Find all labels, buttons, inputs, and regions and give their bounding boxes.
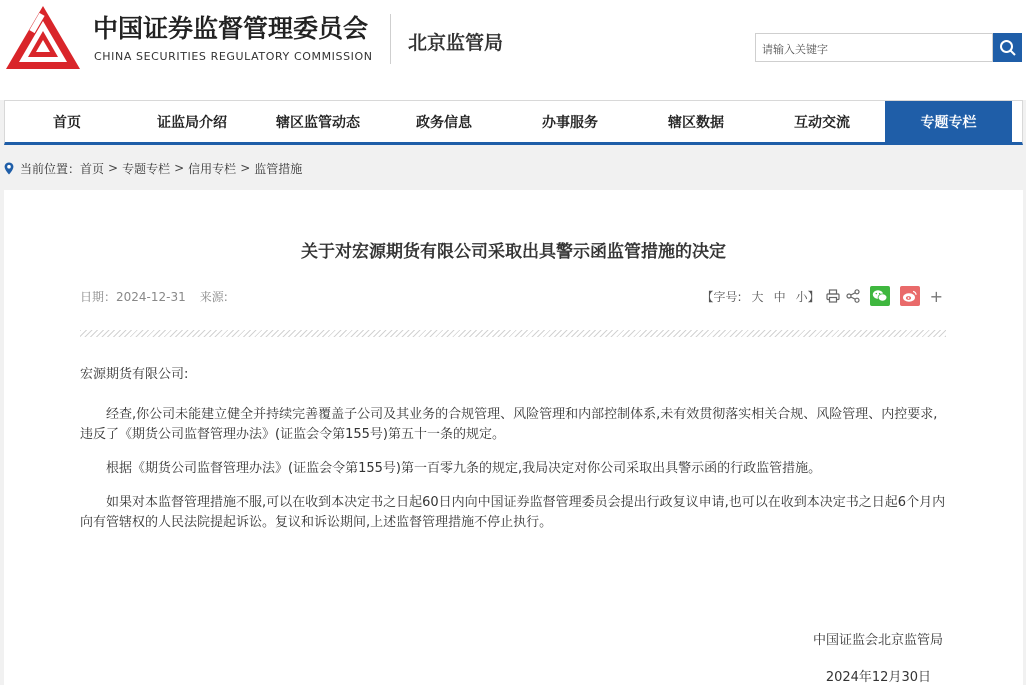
wechat-share-button[interactable] bbox=[870, 286, 890, 306]
nav-item-supervision-news[interactable]: 辖区监管动态 bbox=[276, 114, 360, 131]
breadcrumb-link-home[interactable]: 首页 bbox=[80, 161, 105, 176]
nav-item-data[interactable]: 辖区数据 bbox=[668, 114, 724, 131]
source-label: 来源: bbox=[199, 290, 228, 304]
search-icon bbox=[999, 39, 1017, 57]
site-name-en: CHINA SECURITIES REGULATORY COMMISSION bbox=[94, 50, 373, 63]
weibo-share-button[interactable] bbox=[900, 286, 920, 306]
font-size-medium[interactable]: 中 bbox=[773, 289, 786, 304]
article-panel bbox=[4, 190, 1023, 685]
share-icon[interactable] bbox=[846, 289, 860, 303]
article-signature-date: 2024年12月30日 bbox=[825, 670, 931, 685]
meta-divider bbox=[80, 330, 946, 337]
nav-item-special-topics[interactable]: 专题专栏 bbox=[885, 101, 1012, 142]
breadcrumb bbox=[4, 158, 302, 178]
font-size-small[interactable]: 小】 bbox=[795, 289, 820, 304]
csrc-logo-icon[interactable] bbox=[4, 3, 82, 73]
article-body bbox=[80, 365, 950, 547]
breadcrumb-link-measures[interactable]: 监管措施 bbox=[254, 161, 303, 176]
article-title: 关于对宏源期货有限公司采取出具警示函监管措施的决定 bbox=[301, 242, 726, 262]
breadcrumb-link-credit[interactable]: 信用专栏 bbox=[188, 161, 237, 176]
site-header bbox=[0, 0, 1026, 100]
bureau-name[interactable]: 北京监管局 bbox=[408, 32, 504, 54]
search-input[interactable]: 请输入关键字 bbox=[755, 33, 993, 62]
article-salutation: 宏源期货有限公司: bbox=[80, 367, 189, 382]
more-share-button[interactable]: + bbox=[929, 286, 943, 306]
nav-item-gov-info[interactable]: 政务信息 bbox=[416, 114, 472, 131]
header-divider bbox=[390, 14, 391, 64]
article-tools bbox=[702, 286, 944, 306]
search-button[interactable] bbox=[993, 33, 1022, 62]
weibo-icon bbox=[902, 289, 918, 303]
wechat-icon bbox=[872, 289, 888, 303]
article-paragraph: 根据《期货公司监督管理办法》(证监会令第155号)第一百零九条的规定,我局决定对你公司采取出具警示函的行政监管措施。 bbox=[106, 461, 822, 476]
nav-item-interaction[interactable]: 互动交流 bbox=[794, 114, 850, 131]
nav-item-about[interactable]: 证监局介绍 bbox=[157, 114, 227, 131]
site-name-cn[interactable]: 中国证券监督管理委员会 bbox=[93, 14, 369, 43]
print-icon[interactable] bbox=[826, 289, 840, 303]
breadcrumb-link-special-topics[interactable]: 专题专栏 bbox=[122, 161, 171, 176]
breadcrumb-prefix: 当前位置： bbox=[20, 161, 81, 176]
breadcrumb-separator: > bbox=[240, 161, 251, 175]
location-pin-icon bbox=[4, 162, 14, 175]
article-paragraph: 如果对本监督管理措施不服,可以在收到本决定书之日起60日内向中国证券监督管理委员会提出行政复议申请,也可以在收到本决定书之日起6个月内向有管辖权的人民法院提起诉讼。复议和诉讼期间,上述监督管理措施不停止执行。 bbox=[80, 495, 946, 530]
article-meta bbox=[80, 288, 228, 305]
main-nav bbox=[4, 100, 1023, 145]
article-paragraph: 经查,你公司未能建立健全并持续完善覆盖子公司及其业务的合规管理、风险管理和内部控制体系,未有效贯彻落实相关合规、风险管理、内控要求,违反了《期货公司监督管理办法》(证监会令第155号)第五十一条的规定。 bbox=[80, 407, 938, 442]
date-label: 日期： bbox=[80, 290, 117, 304]
breadcrumb-separator: > bbox=[108, 161, 119, 175]
breadcrumb-separator: > bbox=[174, 161, 185, 175]
font-size-label: 【字号: bbox=[701, 289, 742, 304]
article-signature: 中国证监会北京监管局 bbox=[812, 633, 943, 648]
nav-item-home[interactable]: 首页 bbox=[53, 114, 81, 131]
article-date: 2024-12-31 bbox=[116, 290, 186, 304]
font-size-large[interactable]: 大 bbox=[751, 289, 764, 304]
nav-item-services[interactable]: 办事服务 bbox=[542, 114, 598, 131]
